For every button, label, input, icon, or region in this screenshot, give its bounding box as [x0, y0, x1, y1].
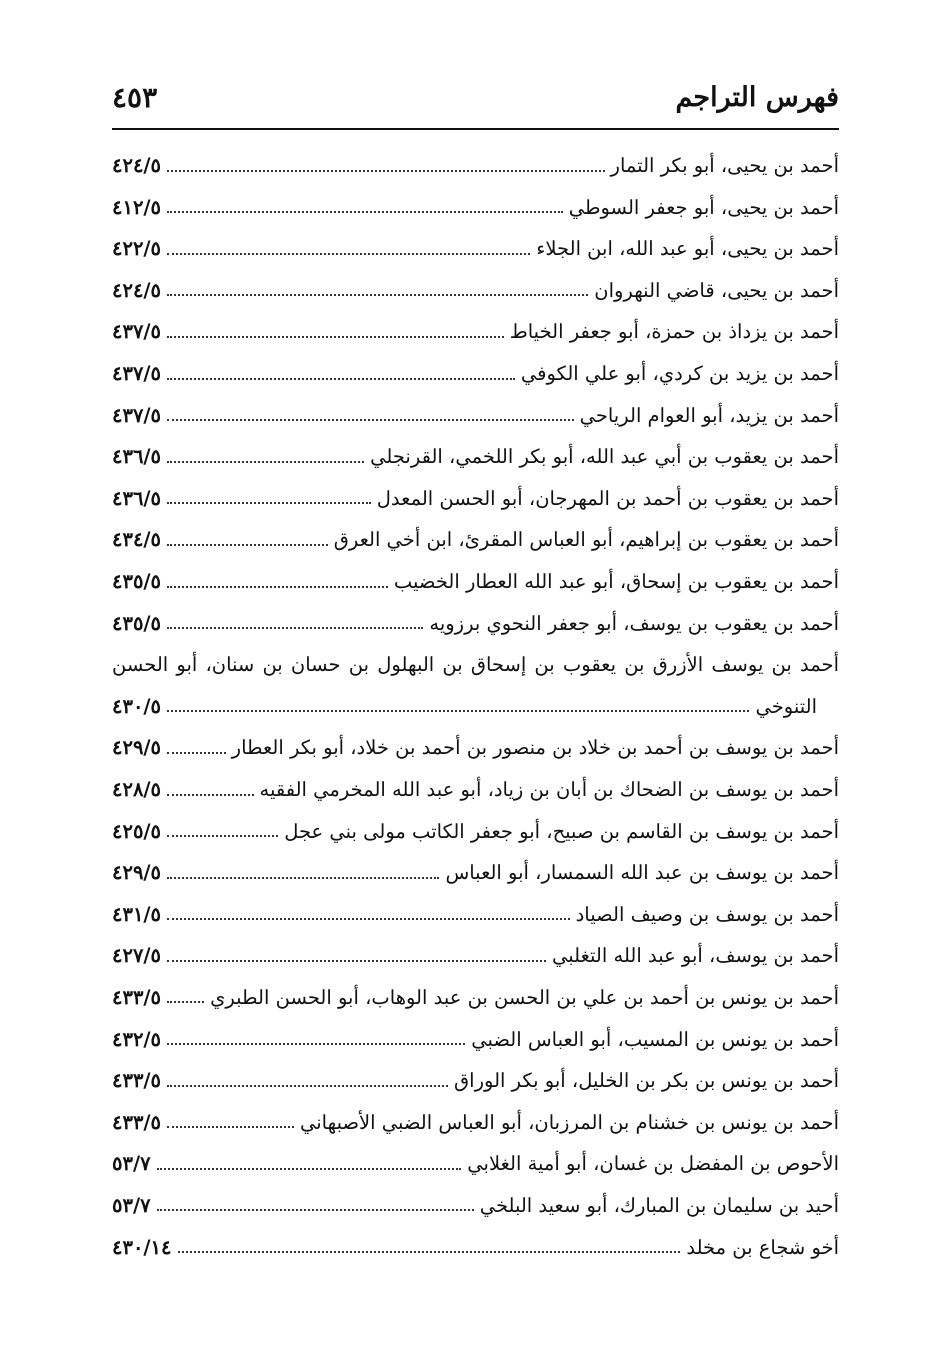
entry-reference: ٤٣٦/٥ — [112, 486, 162, 510]
entry-name: أحمد بن يوسف الأزرق بن يعقوب بن إسحاق بن البهلول بن حسان بن سنان، أبو الحسن — [112, 653, 839, 677]
entry-name: أحمد بن يحيى، أبو جعفر السوطي — [568, 195, 839, 219]
dot-leader — [167, 294, 588, 296]
entry-name: أحمد بن يونس بن المسيب، أبو العباس الضبي — [471, 1027, 839, 1051]
index-entry — [112, 600, 839, 642]
index-entry — [112, 1057, 839, 1099]
dot-leader — [167, 627, 423, 629]
entry-name: أحمد بن يوسف بن القاسم بن صبيح، أبو جعفر الكاتب مولى بني عجل — [284, 819, 839, 843]
entry-name: أحمد بن يعقوب بن يوسف، أبو جعفر النحوي برزويه — [429, 611, 839, 635]
dot-leader — [167, 502, 371, 504]
entry-reference: ٤٢٤/٥ — [112, 154, 162, 178]
index-entry — [112, 184, 839, 226]
entry-name: أحمد بن يوسف بن عبد الله السمسار، أبو العباس — [445, 861, 839, 885]
dot-leader — [167, 752, 226, 754]
dot-leader — [167, 877, 439, 879]
index-entry — [112, 932, 839, 974]
entry-name: أحمد بن يحيى، قاضي النهروان — [594, 278, 839, 302]
entry-name: أحمد بن يعقوب بن إسحاق، أبو عبد الله العطار الخضيب — [393, 570, 839, 594]
entry-reference: ٤٣٣/٥ — [112, 1110, 162, 1134]
dot-leader — [178, 1251, 681, 1253]
index-entry — [112, 766, 839, 808]
index-entry — [112, 891, 839, 933]
index-entry — [112, 392, 839, 434]
entry-reference: ٤٣٥/٥ — [112, 611, 162, 635]
dot-leader — [157, 1168, 462, 1170]
entry-reference: ٥٣/٧ — [112, 1152, 151, 1176]
index-entry — [112, 1015, 839, 1057]
entry-name: التنوخي — [755, 694, 817, 718]
entry-name: أحيد بن سليمان بن المبارك، أبو سعيد البلخي — [479, 1193, 839, 1217]
entry-reference: ٤٣٠/٥ — [112, 694, 162, 718]
entry-reference: ٤٢٤/٥ — [112, 278, 162, 302]
dot-leader — [167, 960, 546, 962]
entry-reference: ٤٣٥/٥ — [112, 570, 162, 594]
entry-name: أحمد بن يوسف، أبو عبد الله التغلبي — [552, 944, 839, 968]
entry-reference: ٤٢٢/٥ — [112, 237, 162, 261]
entry-reference: ٤٣٣/٥ — [112, 985, 162, 1009]
index-entry — [112, 350, 839, 392]
index-entry — [112, 558, 839, 600]
index-entry — [112, 475, 839, 517]
entry-name: أحمد بن يوسف بن الضحاك بن أبان بن زياد، أبو عبد الله المخرمي الفقيه — [259, 778, 839, 801]
index-entry — [112, 808, 839, 850]
entry-name: أحمد بن يونس بن خشنام بن المرزبان، أبو العباس الضبي الأصبهاني — [299, 1110, 839, 1134]
entry-reference: ٤٣٧/٥ — [112, 320, 162, 344]
index-entry — [112, 1182, 839, 1224]
entry-name: أحمد بن يونس بن بكر بن الخليل، أبو بكر الوراق — [454, 1069, 839, 1093]
entry-name: أحمد بن يزيد، أبو العوام الرياحي — [579, 403, 839, 427]
dot-leader — [167, 544, 328, 546]
index-entry — [112, 308, 839, 350]
entry-reference: ٤٣٦/٥ — [112, 445, 162, 469]
entry-reference: ٤٣١/٥ — [112, 902, 162, 926]
dot-leader — [167, 1126, 294, 1128]
index-entry — [112, 1140, 839, 1182]
dot-leader — [167, 918, 570, 920]
page-title: فهرس التراجم — [675, 81, 839, 113]
entry-name: الأحوص بن المفضل بن غسان، أبو أمية الغلابي — [467, 1152, 839, 1176]
dot-leader — [167, 170, 605, 172]
dot-leader — [167, 211, 563, 213]
index-entry — [112, 267, 839, 309]
entry-name: أحمد بن يونس بن أحمد بن علي بن الحسن بن عبد الوهاب، أبو الحسن الطبري — [210, 985, 839, 1009]
entry-reference: ٤٣٧/٥ — [112, 403, 162, 427]
dot-leader — [167, 1085, 448, 1087]
index-entry — [112, 974, 839, 1016]
index-entry — [112, 1223, 839, 1265]
dot-leader — [167, 586, 388, 588]
dot-leader — [157, 1209, 474, 1211]
entry-name: أخو شجاع بن مخلد — [686, 1235, 839, 1259]
entry-reference: ٤٢٧/٥ — [112, 944, 162, 968]
entry-reference: ٤٣٣/٥ — [112, 1069, 162, 1093]
entry-name: أحمد بن يحيى، أبو بكر التمار — [610, 154, 839, 178]
entry-name: أحمد بن يوسف بن أحمد بن خلاد بن منصور بن أحمد بن خلاد، أبو بكر العطار — [231, 736, 839, 760]
index-entry — [112, 225, 839, 267]
entry-name: أحمد بن يعقوب بن إبراهيم، أبو العباس المقرئ، ابن أخي العرق — [333, 528, 839, 552]
entry-name: أحمد بن يعقوب بن أحمد بن المهرجان، أبو الحسن المعدل — [376, 486, 839, 510]
dot-leader — [167, 1001, 204, 1003]
page-header — [112, 74, 839, 120]
dot-leader — [167, 794, 254, 796]
entry-name: أحمد بن يحيى، أبو عبد الله، ابن الجلاء — [536, 237, 839, 261]
entry-name: أحمد بن يعقوب بن أبي عبد الله، أبو بكر اللخمي، القرنجلي — [370, 445, 839, 469]
index-entry — [112, 142, 839, 184]
entry-name: أحمد بن يزيد بن كردي، أبو علي الكوفي — [520, 362, 839, 386]
index-entry — [112, 433, 839, 475]
entry-reference: ٤٢٥/٥ — [112, 819, 162, 843]
entry-reference: ٤٣٠/١٤ — [112, 1235, 172, 1259]
dot-leader — [167, 461, 364, 463]
dot-leader — [167, 419, 574, 421]
index-entry — [112, 724, 839, 766]
dot-leader — [167, 835, 278, 837]
entry-reference: ٤٢٩/٥ — [112, 736, 162, 760]
index-entry — [112, 516, 839, 558]
header-rule — [112, 128, 839, 130]
entry-reference: ٤٣٢/٥ — [112, 1027, 162, 1051]
entry-reference: ٤١٢/٥ — [112, 195, 162, 219]
index-entry — [112, 641, 839, 683]
index-entry — [112, 683, 839, 725]
index-entry — [112, 849, 839, 891]
entry-reference: ٥٣/٧ — [112, 1193, 151, 1217]
dot-leader — [167, 253, 530, 255]
entry-reference: ٤٣٤/٥ — [112, 528, 162, 552]
index-entry — [112, 1099, 839, 1141]
entry-reference: ٤٢٨/٥ — [112, 778, 162, 801]
biography-index-list — [112, 142, 839, 1265]
dot-leader — [167, 710, 749, 712]
entry-reference: ٤٢٩/٥ — [112, 861, 162, 885]
entry-name: أحمد بن يوسف بن وصيف الصياد — [575, 902, 839, 926]
entry-name: أحمد بن يزداذ بن حمزة، أبو جعفر الخياط — [509, 320, 839, 344]
dot-leader — [167, 336, 504, 338]
dot-leader — [167, 1043, 465, 1045]
entry-reference: ٤٣٧/٥ — [112, 362, 162, 386]
page-number: ٤٥٣ — [112, 80, 158, 114]
dot-leader — [167, 378, 515, 380]
